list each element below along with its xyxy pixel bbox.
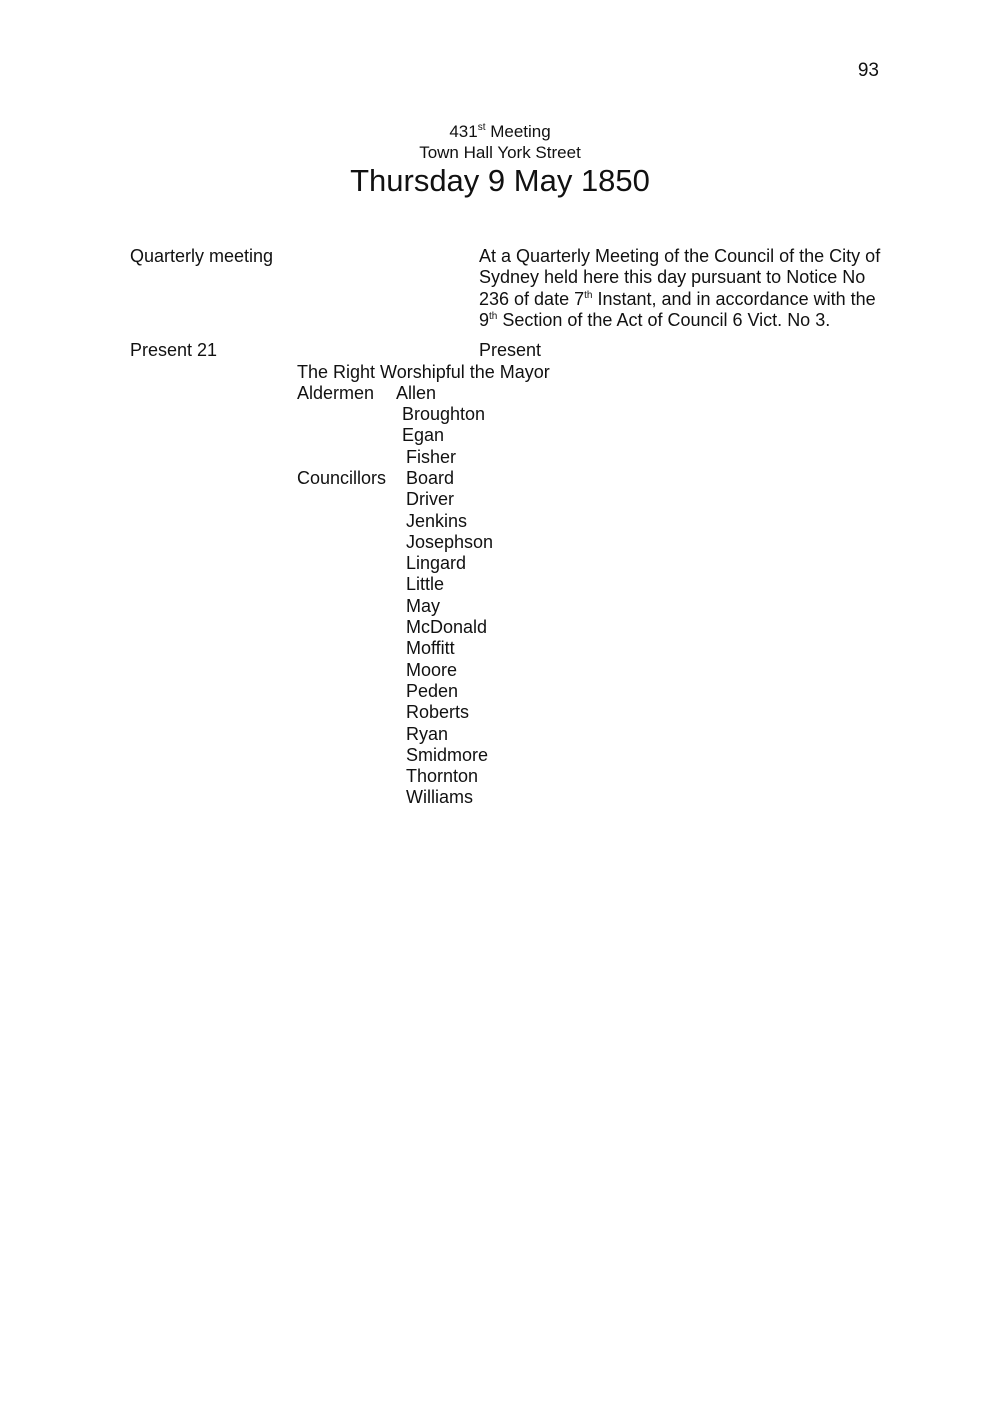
margin-note-quarterly: Quarterly meeting <box>130 246 274 266</box>
mayor-line: The Right Worshipful the Mayor <box>297 362 550 382</box>
intro-line-3 <box>479 289 899 310</box>
councillor-name: Williams <box>406 787 473 808</box>
intro-line-4-rest: Section of the Act of Council 6 Vict. No 3. <box>497 309 831 330</box>
councillor-name: Jenkins <box>406 510 468 531</box>
aldermen-label: Aldermen <box>297 383 375 403</box>
councillor-name: May <box>406 595 441 616</box>
alderman-name: Broughton <box>402 404 486 424</box>
alderman-name: Allen <box>396 383 437 403</box>
page-number: 93 <box>857 60 879 81</box>
intro-line-2: Sydney held here this day pursuant to Notice No <box>479 267 866 288</box>
councillor-name: Board <box>406 468 455 488</box>
councillor-name: Josephson <box>406 531 494 552</box>
intro-line-4-text: 9 <box>479 309 490 330</box>
meeting-word: Meeting <box>490 122 551 141</box>
intro-line-1: At a Quarterly Meeting of the Council of the City of <box>479 246 881 266</box>
alderman-name: Fisher <box>406 447 457 467</box>
intro-line-3-superscript: th <box>584 289 593 301</box>
councillor-name: Thornton <box>406 766 479 787</box>
meeting-ordinal-suffix: st <box>477 122 486 133</box>
councillor-name: McDonald <box>406 617 488 638</box>
councillor-name: Ryan <box>406 723 449 744</box>
councillor-name: Smidmore <box>406 744 489 765</box>
meeting-date-title: Thursday 9 May 1850 <box>350 163 650 198</box>
intro-line-4 <box>479 310 899 331</box>
councillor-name: Peden <box>406 680 459 701</box>
councillor-name: Moore <box>406 659 458 680</box>
councillor-name: Driver <box>406 489 454 510</box>
councillors-label: Councillors <box>297 468 387 488</box>
meeting-number-line <box>0 122 1000 142</box>
intro-line-4-superscript: th <box>489 310 498 322</box>
councillor-name: Moffitt <box>406 638 455 659</box>
present-heading: Present <box>479 340 542 360</box>
margin-note-present-count: Present 21 <box>130 340 218 360</box>
councillor-name: Little <box>406 574 445 595</box>
meeting-number: 431 <box>449 122 478 141</box>
intro-line-3-rest: Instant, and in accordance with the <box>592 288 876 309</box>
intro-paragraph <box>479 246 899 331</box>
councillor-name: Roberts <box>406 702 470 723</box>
councillor-name: Lingard <box>406 553 467 574</box>
alderman-name: Egan <box>402 425 445 446</box>
meeting-location: Town Hall York Street <box>419 143 581 162</box>
councillors-list <box>406 468 493 809</box>
aldermen-list-continued <box>402 404 485 447</box>
intro-line-3-text: 236 of date 7 <box>479 288 585 309</box>
